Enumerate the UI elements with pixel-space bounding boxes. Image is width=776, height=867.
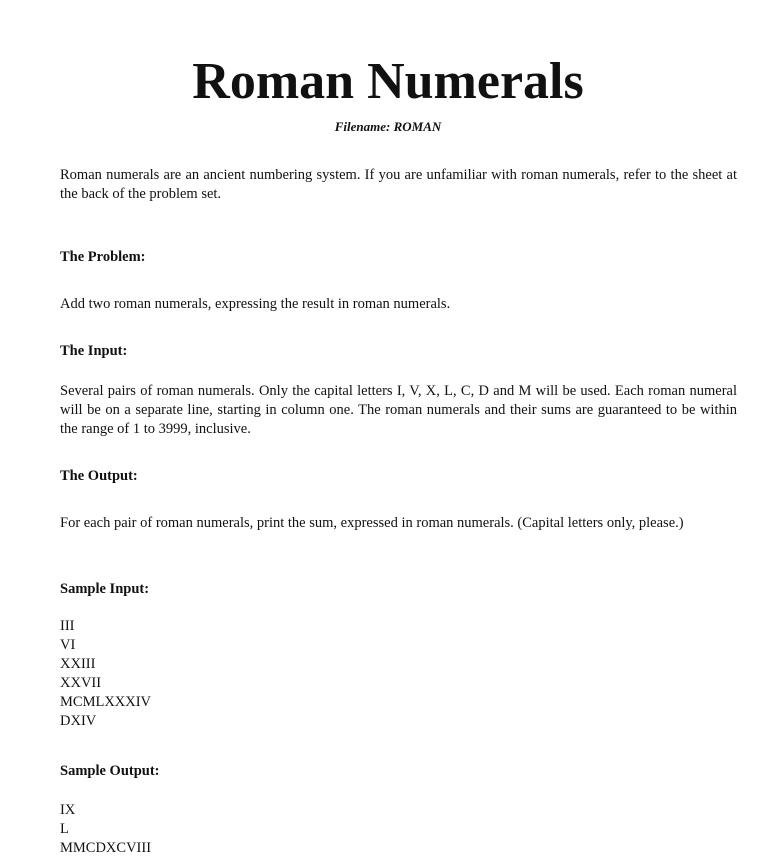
problem-heading: The Problem: [60,249,146,265]
sample-input-line: DXIV [60,713,97,729]
output-heading: The Output: [60,468,138,484]
input-text: Several pairs of roman numerals. Only the capital letters I, V, X, L, C, D and M will be used. Each roman numeral will be on a separate line, starting in column one. The roman numerals and their sums are guaranteed to be within the range of 1 to 3999, inclusive. [60,383,737,437]
sample-input-line: XXVII [60,675,102,691]
sample-output-heading: Sample Output: [60,763,160,779]
sample-output-line: MMCDXCVIII [60,840,152,856]
sample-input-line: MCMLXXXIV [60,694,152,710]
sample-input-line: III [60,618,75,634]
output-text: For each pair of roman numerals, print the sum, expressed in roman numerals. (Capital letters only, please.) [60,515,684,531]
sample-output-line: IX [60,802,76,818]
input-heading: The Input: [60,343,128,359]
filename: Filename: ROMAN [334,119,442,134]
sample-output-line: L [60,821,69,837]
page-title: Roman Numerals [192,53,584,110]
problem-text: Add two roman numerals, expressing the result in roman numerals. [60,296,451,312]
sample-input-heading: Sample Input: [60,581,150,597]
intro-paragraph: Roman numerals are an ancient numbering system. If you are unfamiliar with roman numerals, refer to the sheet at the back of the problem set. [60,167,737,202]
sample-input-line: XXIII [60,656,96,672]
sample-input-line: VI [60,637,76,653]
sample-input-block [60,617,737,731]
sample-output-block [60,801,737,858]
